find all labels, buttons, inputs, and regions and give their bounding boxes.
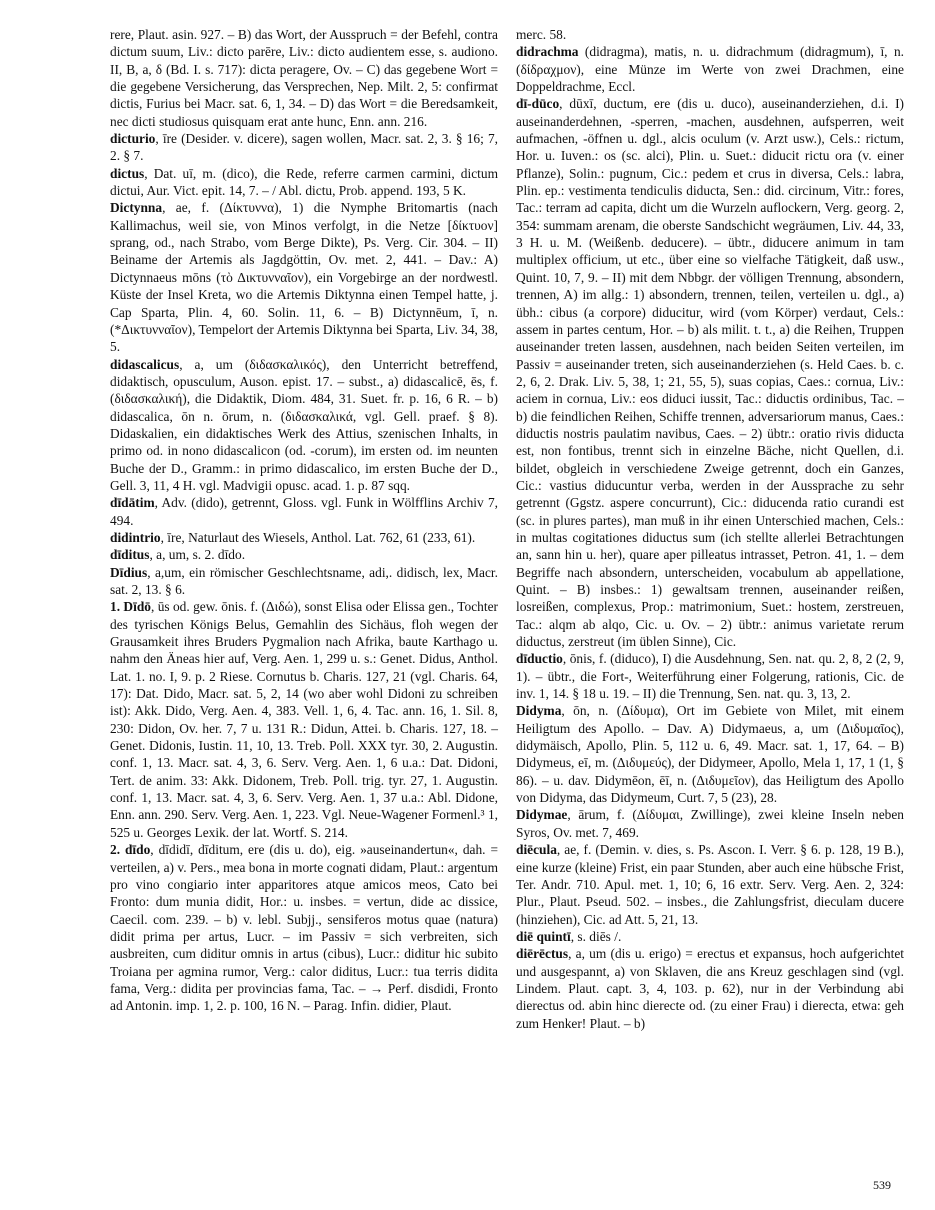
entry-text: merc. 58.	[516, 27, 567, 42]
entry-text: (didragma), matis, n. u. didrachmum (didragmum), ī, n. (δίδραχμον), eine Münze im Werte von zwei Drachmen, eine Doppeldrachme, Eccl.	[516, 44, 904, 95]
entry-text: , a,um, ein römischer Geschlechtsname, adi,. didisch, lex, Macr. sat. 2, 13. § 6.	[110, 564, 498, 597]
entry-headword: dictus	[110, 165, 145, 181]
dictionary-entry	[516, 43, 904, 95]
entry-headword: diērēctus	[516, 946, 569, 962]
dictionary-entry	[110, 564, 498, 599]
entry-text: , Dat. uī, m. (dico), die Rede, referre carmen carmini, dictum dictui, Aur. Vict. epit. 14, 7. – / Abl. dictu, Prob. append. 193, 5 K.	[110, 165, 498, 199]
dictionary-entry	[516, 650, 904, 702]
dictionary-entry	[110, 130, 498, 165]
entry-text: , ae, f. (Demin. v. dies, s. Ps. Ascon. I. Verr. § 6. p. 128, 19 B.), eine kurze (kleine) Frist, ein paar Stunden, aber auch eine hübsche Frist, Ter. Andr. 710. Apul. met. 1, 10; 6, 16 extr. Serv. Verg. Aen. 2, 324: Plur., Plaut. Pseud. 502. – insbes., die Zahlungsfrist, dieculam ducere (hinziehen), Cic. ad Att. 5, 21, 13.	[516, 842, 904, 927]
entry-headword: diē quintī	[516, 928, 571, 944]
entry-headword: dīdātim	[110, 495, 155, 511]
entry-headword: dicturio	[110, 131, 156, 147]
dictionary-entry	[516, 26, 904, 43]
entry-text: , a, um (διδασκαλικός), den Unterricht betreffend, didaktisch, opusculum, Auson. epist. 17. – subst., a) didascalicē, ēs, f. (διδασκαλική), die Didaktik, Diom. 484, 31. Suet. fr. p. 16, 6 R. – b) didascalica, ōn n. ōrum, n. (διδασκαλικά, vgl. Gell. praef. § 8). Didaskalien, ein didaktisches Werk des Attius, szenischen Inhalts, in primo od. in nono didascalicon (od. -corum), im ersten od. im neunten Buche der D., Gramm.: in primo didascalico, im ersten Buche der D., Gell. 3, 11, 4 H. vgl. Madvigii opusc. acad. 1. p. 87 sqq.	[110, 356, 498, 493]
dictionary-entry	[110, 546, 498, 563]
dictionary-entry	[516, 806, 904, 841]
dictionary-entry	[110, 165, 498, 200]
entry-text: , ae, f. (Δίκτυννα), 1) die Nymphe Britomartis (nach Kallimachus, weil sie, von Minos verfolgt, in die Netze [δίκτυον] sprang, od., nach Strabo, vom Berge Dikte), Ps. Verg. Cir. 304. – II) Beiname der Artemis als Jagdgöttin, Ov. met. 2, 441. – Dav.: A) Dictynnaeus mōns (τὸ Δικτυνναῖον), ein Vorgebirge an der nordwestl. Küste der Insel Kreta, wo die Artemis Diktynna einen Tempel hatte, j. Cap Sparta, Plin. 4, 60. Solin. 11, 6. – B) Dictynnēum, ī, n. (*Δικτυνναῖον), Tempelort der Artemis Diktynna bei Sparta, Liv. 34, 38, 5.	[110, 200, 498, 355]
entry-headword: 2. dīdo	[110, 842, 151, 858]
dictionary-entry	[110, 529, 498, 546]
entry-text: , dīdidī, dīditum, ere (dis u. do), eig. »auseinandertun«, dah. = verteilen, a) v. Pers., mea bona in morte cognati didam, Plaut.: argentum pro vino congiario inter apparitores atque amicos meos, Cato bei Fronto: dum munia didit, Hor.: u. insbes. = vertun, dide ac dissice, Caecil. com. 239. – b) v. lebl. Subjj., sensiferos motus quae (natura) didit prima per artus, Lucr. – im Passiv = sich verbreiten, sich ausbreiten, cum diditur omnis in artus (cibus), Lucr.: diditur hic subito Troiana per agmina rumor, Verg.: calor diditus, Lucr.: tua terris didita fama, Verg.: didita per provincias fama, Tac. – → Perf. disdidi, Fronto ad Antonin. imp. 1, 2. p. 100, 16 N. – Parag. Infin. didier, Plaut.	[110, 842, 498, 1014]
entry-text: rere, Plaut. asin. 927. – B) das Wort, der Ausspruch = der Befehl, contra dictum suum, Liv.: dicto parēre, Liv.: dicto audientem esse, s. audiono. II, B, a, δ (Bd. I. s. 717): dicta peragere, Ov. – C) das gegebene Wort = die gegebene Versicherung, das Versprechen, Nep. Milt. 2, 5: confirmat dictis, Furius bei Macr. sat. 6, 1, 34. – D) das Wort = die Beredsamkeit, nec dicti studiosus quisquam erat ante hunc, Enn. ann. 216.	[110, 27, 498, 129]
entry-text: , ōn, n. (Δίδυμα), Ort im Gebiete von Milet, mit einem Heiligtum des Apollo. – Dav. A) Didymaeus, a, um (Διδυμαῖος), didymäisch, Apollo, Plin. 5, 112 u. 6, 49. Macr. sat. 1, 17, 64. – B) Didymeus, eī, m. (Διδυμεύς), der Didymeer, Apollo, Mela 1, 17, 1 (1, § 86). – u. dav. Didymēon, ēī, n. (Διδυμεῖον), das Heiligtum des Apollo von Didyma, das Didymeum, Curt. 7, 5 (23), 28.	[516, 703, 904, 806]
dictionary-entry	[110, 598, 498, 841]
entry-text: , s. diēs /.	[570, 928, 622, 944]
entry-headword: Dīdius	[110, 564, 148, 580]
entry-headword: Dictynna	[110, 200, 163, 216]
dictionary-entry	[110, 841, 498, 1014]
entry-text: , Adv. (dido), getrennt, Gloss. vgl. Funk in Wölfflins Archiv 7, 494.	[110, 495, 498, 528]
entry-headword: Didymae	[516, 807, 568, 823]
dictionary-entry	[110, 26, 498, 130]
entry-headword: dī-dūco	[516, 96, 560, 112]
entry-headword: Didyma	[516, 703, 562, 719]
entry-headword: diēcula	[516, 842, 557, 858]
dictionary-entry	[516, 945, 904, 1032]
entry-text: , a, um (dis u. erigo) = erectus et expansus, hoch aufgerichtet und ausgespannt, a) von Sklaven, die ans Kreuz geschlagen sind (vgl. Lindem. Plaut. capt. 3, 4, 103. p. 62), nur in der Verbindung abi dierectus od. abin hinc dierecte od. (zu einer Frau) i dierecta, etwa: geh zum Henker! Plaut. – b)	[516, 946, 904, 1031]
dictionary-entry	[110, 356, 498, 495]
dictionary-entry	[516, 841, 904, 928]
entry-text: , a, um, s. 2. dīdo.	[149, 547, 246, 563]
entry-text: , ōnis, f. (diduco), I) die Ausdehnung, Sen. nat. qu. 2, 8, 2 (2, 9, 1). – übtr., die Fort-, Weiterführung einer Folgerung, rationis, Cic. de inv. 1, 14. § 18 u. 19. – II) die Trennung, Sen. nat. qu. 3, 13, 2.	[516, 651, 904, 702]
right-column	[516, 26, 904, 1032]
entry-headword: didintrio	[110, 529, 161, 545]
entry-headword: didascalicus	[110, 356, 180, 372]
entry-headword: dīductio	[516, 651, 563, 667]
entry-text: , īre, Naturlaut des Wiesels, Anthol. Lat. 762, 61 (233, 61).	[160, 529, 476, 545]
left-column	[110, 26, 498, 1015]
dictionary-entry	[516, 95, 904, 650]
dictionary-entry	[110, 199, 498, 355]
entry-text: , īre (Desider. v. dicere), sagen wollen, Macr. sat. 2, 3. § 16; 7, 2. § 7.	[110, 131, 498, 164]
entry-text: , dūxī, ductum, ere (dis u. duco), auseinanderziehen, d.i. I) auseinanderdehnen, -sperren, -machen, ausdehnen, aufsperren, weit aufmachen, -öffnen u. dgl., alcis oculum (v. Arzt usw.), Cels.: rictum, Hor. u. Iuven.: os (sc. alci), Plin. u. Suet.: diducit rictu ora (v. einer Pflanze), Solin.: pugnum, Cic.: pedem et crus in diversa, Cels.: labra, Plin. ep.: vestimenta tendiculis diducta, Sen.: did. circinum, Vitr.: fores, Tac.: terram ad capita, dicht um die Wurzeln auflockern, Verg. georg. 2, 354: summam arenam, die oberste Sandschicht wegräumen, Liv. 44, 33, 3 H. u. M. (Weißenb. deducere). – übtr., diducere animum in tam multiplex officium, ut etc., über eine so vielfache Tätigkeit, daß usw., Quint. 10, 7, 9. – II) mit dem Nbbgr. der völligen Trennung, absondern, trennen, A) im allg.: 1) absondern, trennen, teilen, verteilen u. dgl., a) übh.: cibus (a corpore) diducitur, wird (vom Körper) verdaut, Cels.: assem in partes centum, Hor. – b) als milit. t. t., a) die Reihen, Truppen auseinander treten lassen, ausdehnen, nach beiden Seiten verteilen, im Passiv = auseinander treten, sich auseinanderziehen (s. Held Caes. b. c. 2, 6, 2. Drak. Liv. 5, 38, 1; 21, 55, 5), suas copias, Caes.: cornua, Liv.: aciem in cornua, Liv.: eos diduci iussit, Tac.: diductis ordinibus, Tac. – b) die feindlichen Reihen, Schiffe trennen, adversariorum manus, Caes.: diductis nostris paulatim navibus, Caes. – 2) übtr.: oratio rivis diducta est, non fontibus, trennt sich in einzelne Bäche, nicht Quellen, d.i. bildet, obgleich in verschiedene Zweige getrennt, doch ein Ganzes, Cic.: vastius diducuntur verba, werden in der Aussprache zu sehr getrennt (Ggstz. aspere concurrunt), Cic.: diducenda ratio curandi est (sc. in plures partes), man muß in ihr einen Unterschied machen, Cels.: in multas cogitationes diductus sum (ich stellte allerlei Betrachtungen an, sann hin u. her), quare aper pilleatus intrasset, Petron. 41, 1. – dem Begriffe nach absondern, unterscheiden, vocabulum ab appellatione, Quint. – B) insbes.: 1) gewaltsam trennen, auseinander reißen, losreißen, complexus, Prop.: matrimonium, Suet.: hostem, zerstreuen, Tac.: alqm ab alqo, Cic. u. Ov. – 2) übtr.: animus varietate rerum diductus, zerstreut (im üblen Sinne), Cic.	[516, 96, 904, 650]
entry-headword: dīditus	[110, 547, 150, 563]
entry-text: , ārum, f. (Δίδυμαι, Zwillinge), zwei kleine Inseln neben Syros, Ov. met. 7, 469.	[516, 807, 904, 840]
entry-text: , ūs od. gew. ōnis. f. (Διδώ), sonst Elisa oder Elissa gen., Tochter des tyrischen Königs Belus, Gemahlin des Sichäus, floh wegen der Grausamkeit ihres Bruders Pygmalion nach Afrika, baute Karthago u. nahm den Äneas hier auf, Verg. Aen. 1, 299 u. s.: Genet. Didus, Anthol. Lat. 1. no. I, 9. p. 2 Riese. Cornutus b. Charis. 127, 21 (vgl. Charis. 64, 17): Dat. Dido, Macr. sat. 5, 2, 14 (wo aber wohl Didoni zu schreiben ist): Akk. Dido, Verg. Aen. 4, 383. Vell. 1, 6, 4. Tac. ann. 16, 1. Sil. 8, 230: Didon, Ov. her. 7, 7 u. 131 R.: Didun, Attei. b. Charis. 127, 18. – Genet. Didonis, Iustin. 11, 10, 13. Treb. Poll. XXX tyr. 30, 2. Augustin. conf. 1, 13. Macr. sat. 4, 3, 6. Serv. Verg. Aen. 1, 6 u.a.: Dat. Didoni, Tert. de anim. 33: Akk. Didonem, Treb. Poll. trig. tyr. 27, 1. Augustin. conf. 1, 13. Macr. sat. 4, 3, 6. Serv. Verg. Aen. 1, 37 u.a.: Abl. Didone, Enn. ann. 290. Serv. Verg. Aen. 1, 223. Vgl. Neue-Wagener Formenl.³ 1, 525 u. Georges Lexik. der lat. Wortf. S. 214.	[110, 599, 498, 840]
entry-headword: didrachma	[516, 44, 579, 60]
dictionary-entry	[110, 494, 498, 529]
page-number: 539	[873, 1178, 891, 1192]
dictionary-entry	[516, 928, 904, 945]
entry-headword: 1. Dīdō	[110, 599, 151, 615]
dictionary-entry	[516, 702, 904, 806]
